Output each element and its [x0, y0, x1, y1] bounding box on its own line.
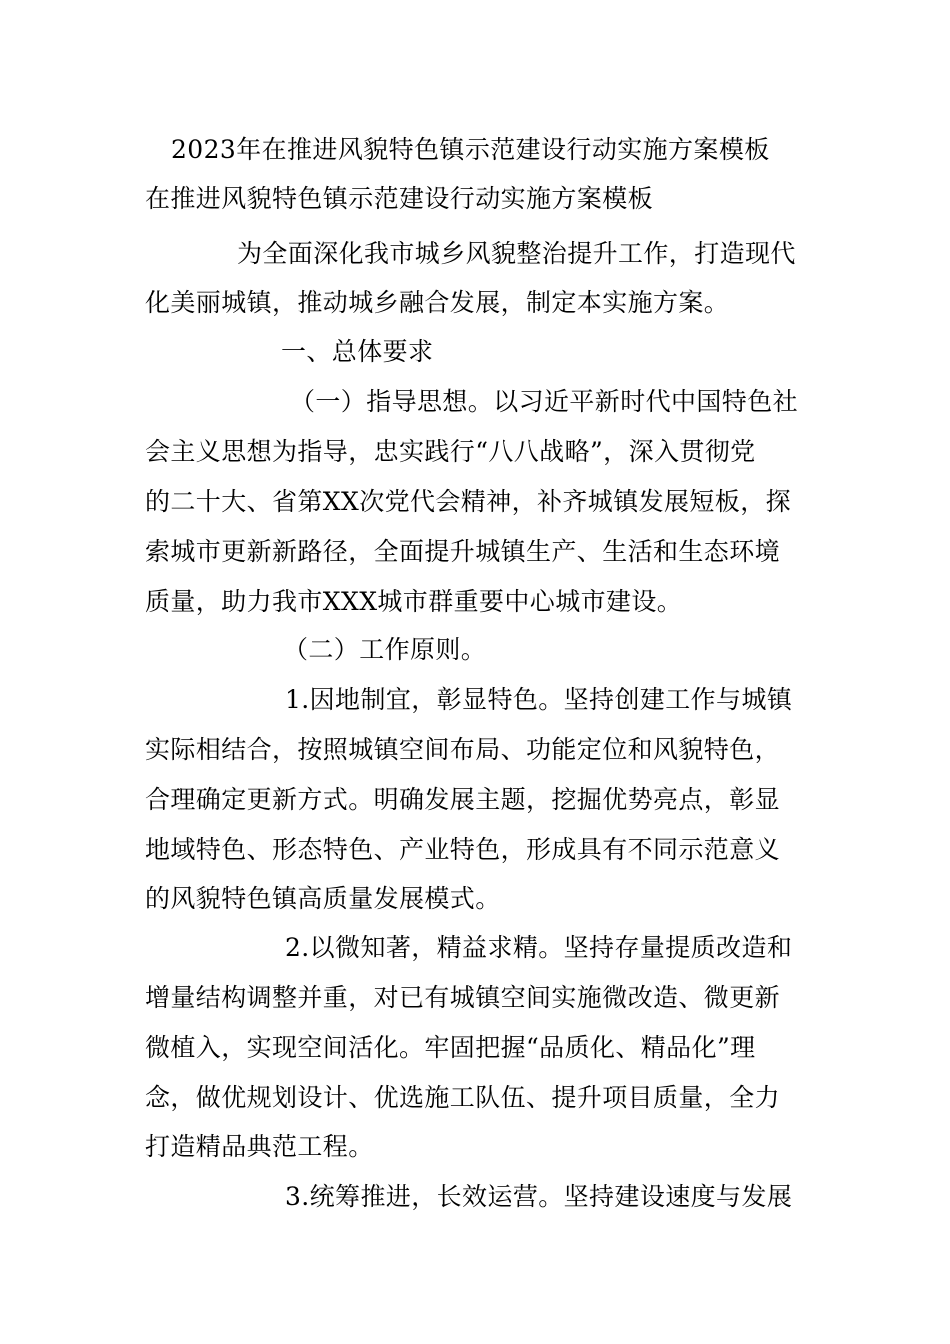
- paragraph-line: 索城市更新新路径，全面提升城镇生产、生活和生态环境: [145, 537, 781, 566]
- paragraph-line: 实际相结合，按照城镇空间布局、功能定位和风貌特色，: [145, 735, 781, 764]
- subsection-heading: （二）工作原则。: [283, 635, 487, 664]
- paragraph-line: 2.以微知著，精益求精。坚持存量提质改造和: [285, 933, 793, 962]
- paragraph-line: 打造精品典范工程。: [145, 1132, 374, 1161]
- paragraph-line: 增量结构调整并重，对已有城镇空间实施微改造、微更新: [145, 983, 781, 1012]
- paragraph-line: 微植入，实现空间活化。牢固把握“品质化、精品化”理: [145, 1033, 756, 1062]
- paragraph-line: 地域特色、形态特色、产业特色，形成具有不同示范意义: [145, 835, 781, 864]
- section-heading: 一、总体要求: [281, 337, 434, 366]
- paragraph-line: 3.统筹推进，长效运营。坚持建设速度与发展: [285, 1182, 793, 1211]
- paragraph-line: 合理确定更新方式。明确发展主题，挖掘优势亮点，彰显: [145, 785, 781, 814]
- document-subtitle: 在推进风貌特色镇示范建设行动实施方案模板: [145, 184, 654, 213]
- paragraph-line: 的二十大、省第XX次党代会精神，补齐城镇发展短板，探: [145, 487, 791, 516]
- paragraph-line: （一）指导思想。以习近平新时代中国特色社: [290, 387, 799, 416]
- paragraph-line: 为全面深化我市城乡风貌整治提升工作，打造现代: [237, 239, 796, 268]
- paragraph-line: 的风貌特色镇高质量发展模式。: [145, 884, 501, 913]
- paragraph-line: 质量，助力我市XXX城市群重要中心城市建设。: [145, 587, 683, 616]
- paragraph-line: 念，做优规划设计、优选施工队伍、提升项目质量，全力: [145, 1083, 781, 1112]
- paragraph-line: 会主义思想为指导，忠实践行“八八战略”，深入贯彻党: [145, 437, 756, 466]
- paragraph-line: 化美丽城镇，推动城乡融合发展，制定本实施方案。: [145, 288, 730, 317]
- paragraph-line: 1.因地制宜，彰显特色。坚持创建工作与城镇: [285, 685, 793, 714]
- document-title: 2023年在推进风貌特色镇示范建设行动实施方案模板: [171, 135, 770, 164]
